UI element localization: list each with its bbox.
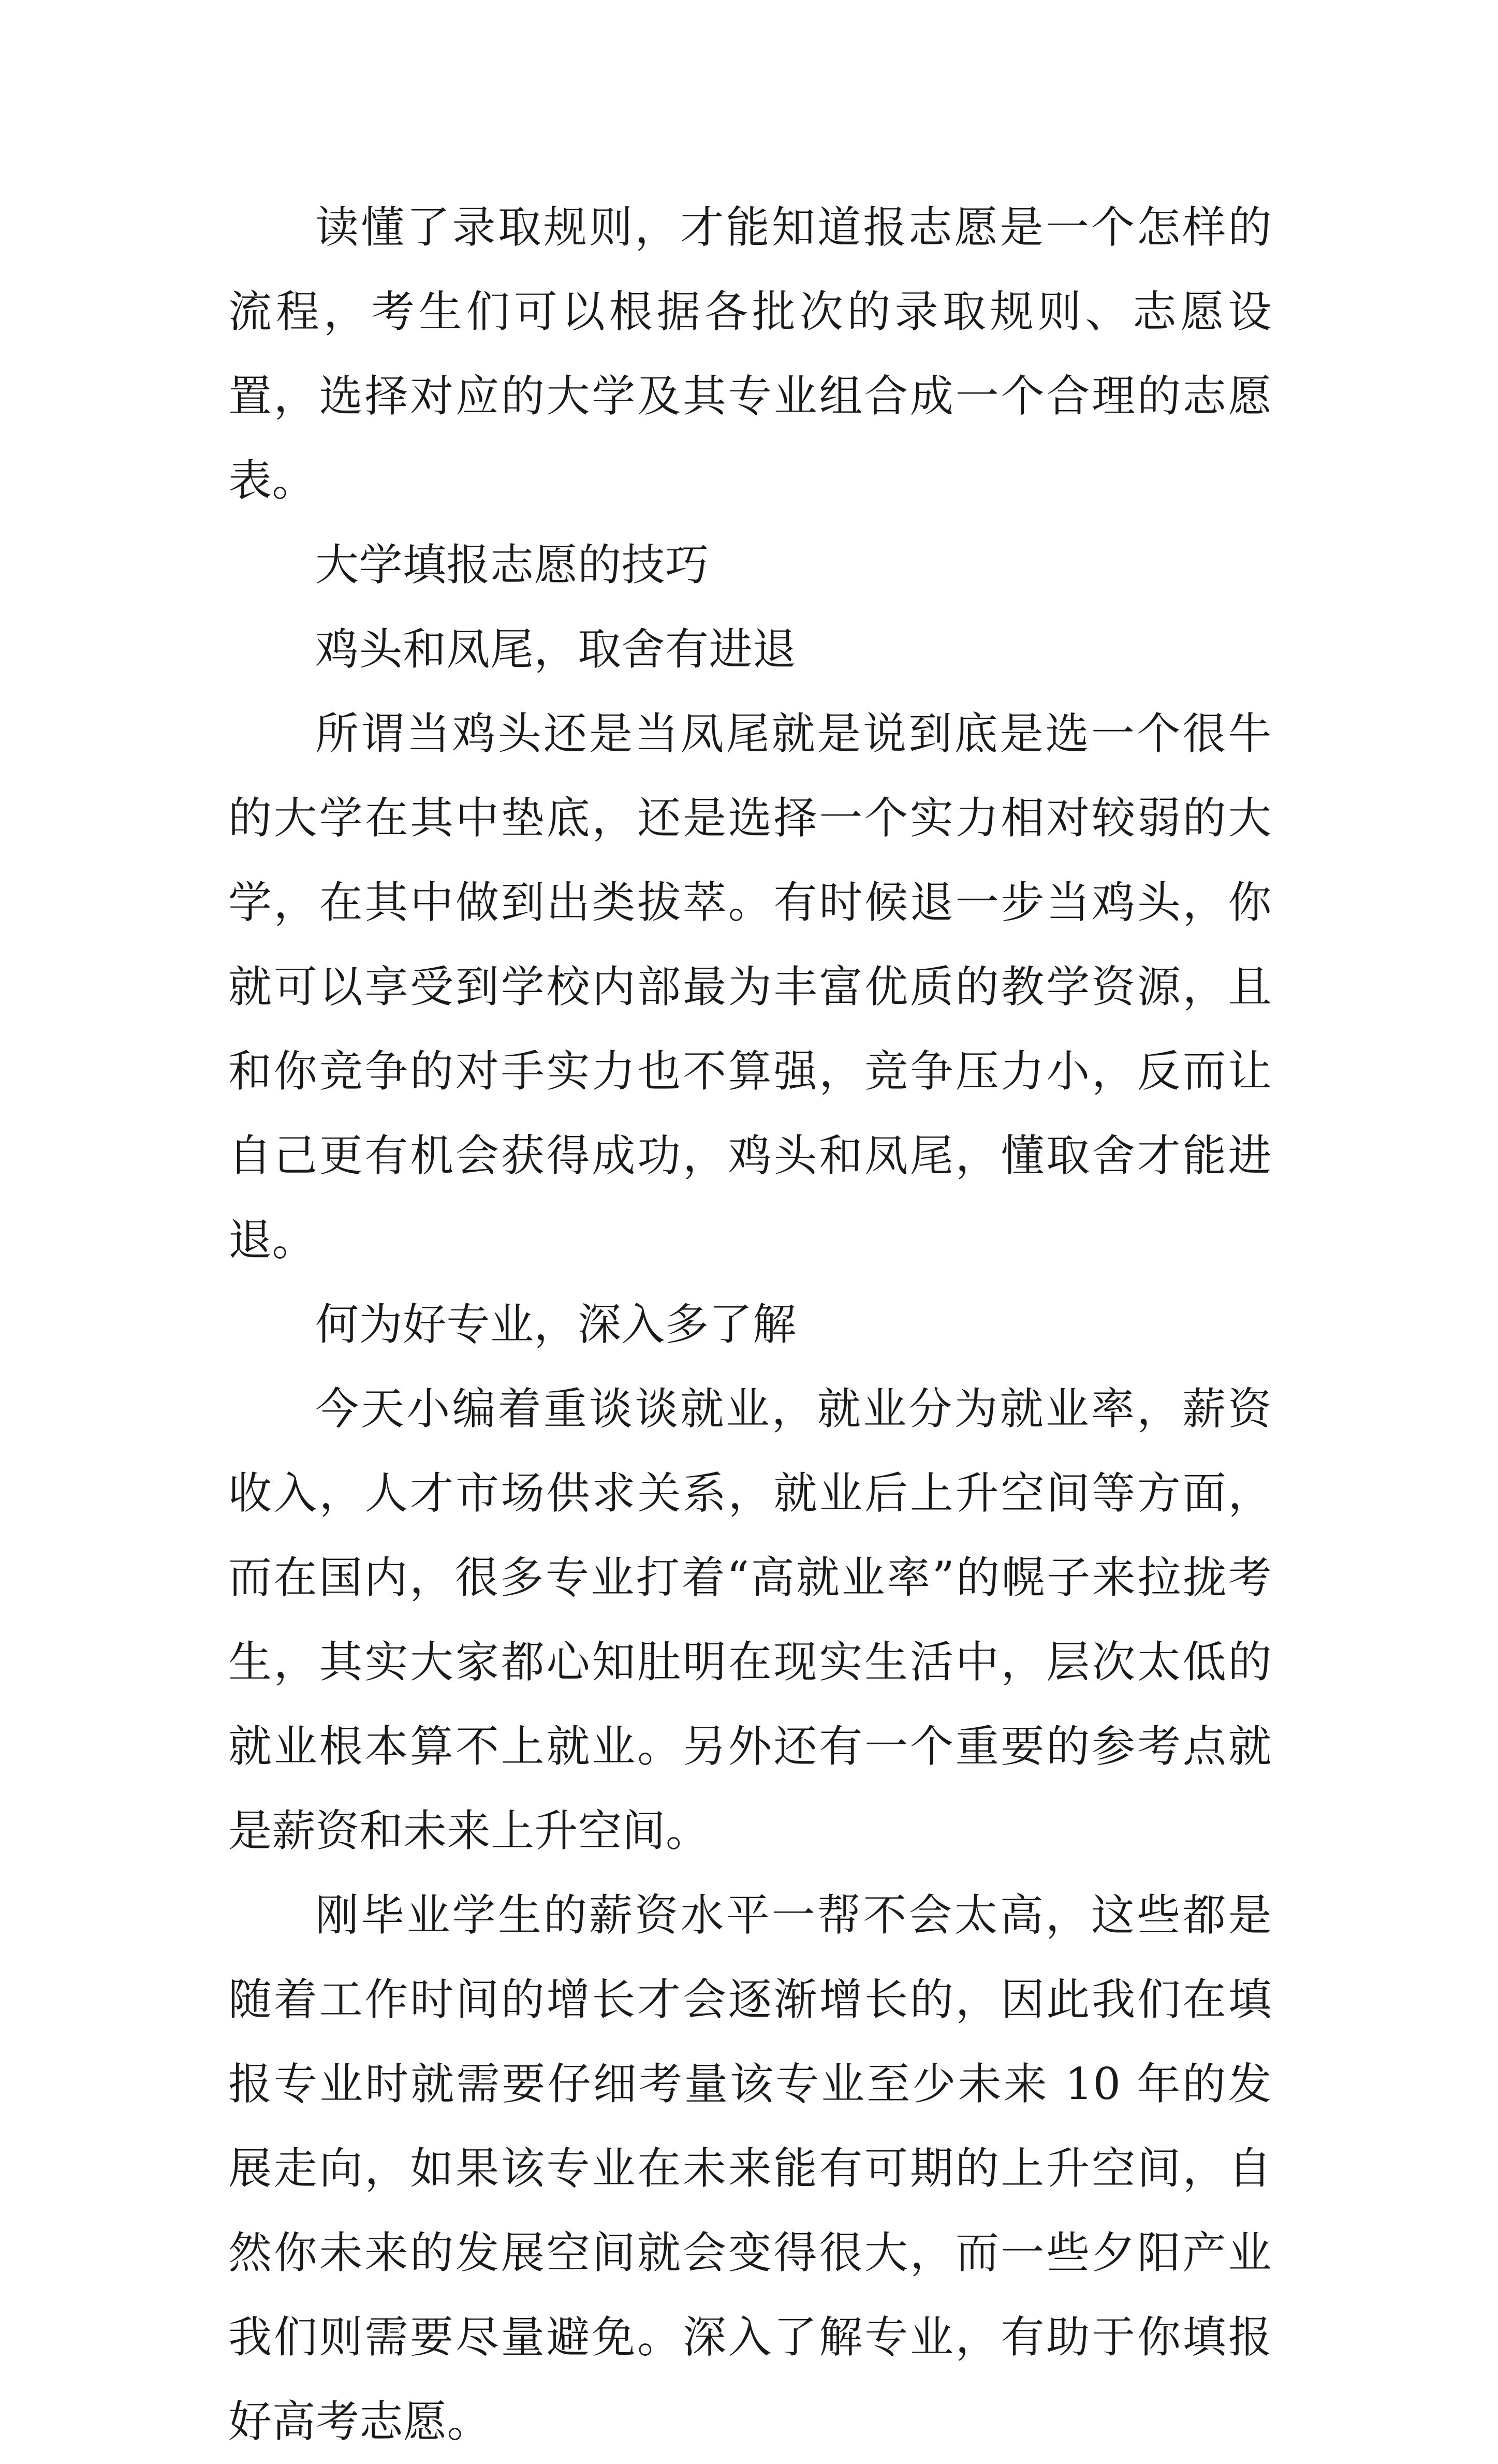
body-text <box>228 185 1272 2464</box>
heading-application-tips: 大学填报志愿的技巧 <box>315 540 709 590</box>
heading-good-major: 何为好专业，深入多了解 <box>315 1299 797 1350</box>
paragraph-salary-outlook: 刚毕业学生的薪资水平一帮不会太高，这些都是随着工作时间的增长才会逐渐增长的，因此我们在填报专业时就需要仔细考量该专业至少未来 10 年的发展走向，如果该专业在未来能有可期的上升空间，自然你未来的发展空间就会变得很大，而一些夕阳产业我们则需要尽量避免。深入了解专业，有助于你填报好高考志愿。 <box>228 1890 1272 2447</box>
paragraph-employment: 今天小编着重谈谈就业，就业分为就业率，薪资收入，人才市场供求关系，就业后上升空间等方面，而在国内，很多专业打着“高就业率”的幌子来拉拢考生，其实大家都心知肚明在现实生活中，层次太低的就业根本算不上就业。另外还有一个重要的参考点就是薪资和未来上升空间。 <box>228 1383 1272 1856</box>
paragraph-admission-rules: 读懂了录取规则，才能知道报志愿是一个怎样的流程，考生们可以根据各批次的录取规则、志愿设置，选择对应的大学及其专业组合成一个合理的志愿表。 <box>228 202 1272 506</box>
paragraph-chicken-head-phoenix-tail: 所谓当鸡头还是当凤尾就是说到底是选一个很牛的大学在其中垫底，还是选择一个实力相对较弱的大学，在其中做到出类拔萃。有时候退一步当鸡头，你就可以享受到学校内部最为丰富优质的教学资源，且和你竞争的对手实力也不算强，竞争压力小，反而让自己更有机会获得成功，鸡头和凤尾，懂取舍才能进退。 <box>228 708 1272 1265</box>
heading-chicken-head-phoenix-tail: 鸡头和凤尾，取舍有进退 <box>315 624 797 675</box>
